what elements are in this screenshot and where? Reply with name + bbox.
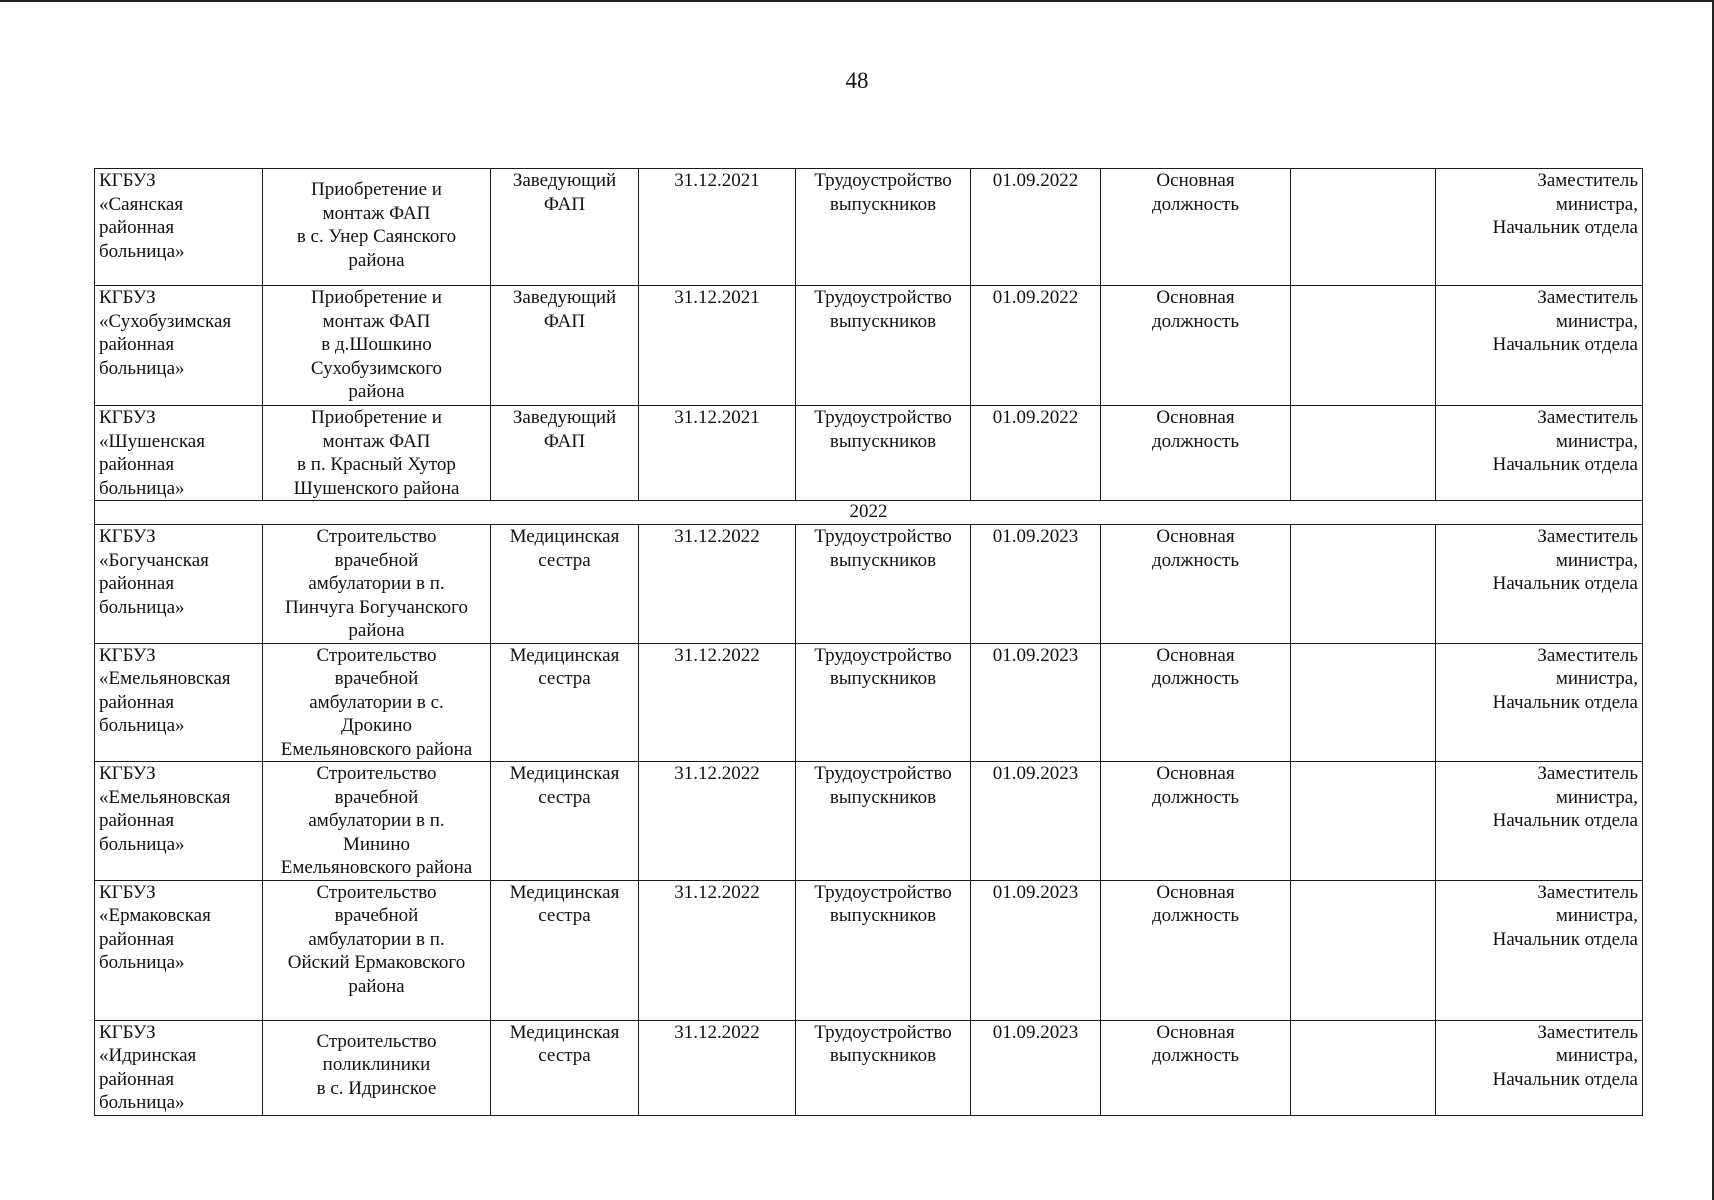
position-cell-line: сестра [538,1045,591,1066]
job-type-cell-line: Основная [1156,881,1235,903]
action-cell-line: Трудоустройство [814,763,952,784]
deadline-cell [639,880,796,1020]
organization-cell-line: «Идринская [99,1045,197,1066]
project-cell-line: Сухобузимского [310,357,443,379]
deadline-cell [639,169,796,286]
responsible-cell-line: министра, [1555,193,1638,215]
table-row [95,286,1643,406]
start-date-cell-text: 01.09.2023 [992,526,1079,547]
deadline-cell-text: 31.12.2021 [674,407,760,428]
responsible-cell-line: Заместитель [1537,526,1638,547]
deadline-cell-text: 31.12.2022 [674,1021,760,1043]
project-cell-content [267,881,486,999]
project-cell-content [267,762,486,880]
responsible-cell-line: Заместитель [1537,1021,1638,1043]
position-cell-line: Заведующий [512,170,617,191]
project-cell-line: поликлиники [322,1054,431,1075]
deadline-cell-text: 31.12.2022 [674,881,760,903]
responsible-cell-line: Начальник отдела [1492,217,1638,238]
responsible-cell [1436,880,1643,1020]
staffing-table [94,168,1643,1116]
table-row [95,762,1643,881]
action-cell-line: выпускников [829,786,937,808]
table-row [95,169,1643,286]
job-type-cell-line: должность [1151,430,1240,452]
responsible-cell-line: Начальник отдела [1492,573,1638,594]
table-row [95,525,1643,644]
job-type-cell [1101,643,1291,762]
project-cell-line: амбулатории в п. [308,573,445,594]
project-cell [263,762,491,881]
job-type-cell-line: Основная [1156,763,1235,784]
action-cell-line: выпускников [829,549,937,571]
organization-cell-line: районная [99,1068,175,1090]
action-cell-line: выпускников [829,193,937,215]
position-cell-line: Медицинская [509,881,620,903]
organization-cell-line: больница» [99,952,185,973]
start-date-cell [971,1020,1101,1115]
project-cell-content [267,644,486,762]
organization-cell-line: больница» [99,715,185,736]
job-type-cell [1101,1020,1291,1115]
responsible-cell-line: Начальник отдела [1492,454,1638,475]
responsible-cell-line: Заместитель [1537,763,1638,784]
project-cell [263,525,491,644]
project-cell-line: монтаж ФАП [322,430,431,452]
responsible-cell-line: министра, [1555,310,1638,332]
job-type-cell [1101,286,1291,406]
project-cell-line: амбулатории в п. [308,928,445,950]
deadline-cell [639,1020,796,1115]
empty-cell [1291,1020,1436,1115]
organization-cell-line: больница» [99,477,185,499]
action-cell-line: выпускников [829,430,937,452]
responsible-cell-line: министра, [1555,549,1638,571]
start-date-cell-text: 01.09.2022 [992,170,1079,191]
organization-cell-line: районная [99,334,175,355]
position-cell-line: сестра [538,549,591,571]
job-type-cell [1101,525,1291,644]
action-cell-line: выпускников [829,310,937,332]
table-row [95,1020,1643,1115]
project-cell-line: монтаж ФАП [322,310,431,332]
organization-cell [95,169,263,286]
project-cell-content [267,406,486,500]
job-type-cell-line: должность [1151,1045,1240,1066]
scan-top-edge [0,0,1714,2]
empty-cell [1291,525,1436,644]
deadline-cell [639,406,796,501]
job-type-cell-line: должность [1151,193,1240,215]
deadline-cell-text: 31.12.2022 [674,526,760,547]
organization-cell-line: КГБУЗ [99,170,156,191]
project-cell [263,643,491,762]
responsible-cell-line: Начальник отдела [1492,810,1638,831]
action-cell-line: Трудоустройство [814,881,952,903]
project-cell-content [267,169,486,272]
organization-cell-line: больница» [99,833,185,855]
organization-cell-line: КГБУЗ [99,763,156,784]
action-cell-line: Трудоустройство [814,170,952,191]
start-date-cell [971,525,1101,644]
responsible-cell-line: министра, [1555,905,1638,926]
project-cell [263,169,491,286]
project-cell-line: Строительство [316,526,437,547]
deadline-cell-text: 31.12.2022 [674,763,760,784]
position-cell-line: сестра [538,668,591,689]
project-cell-line: Строительство [316,644,437,666]
project-cell-line: Дрокино [340,715,413,736]
responsible-cell-line: министра, [1555,1045,1638,1066]
project-cell-content [267,525,486,643]
position-cell-line: ФАП [543,310,586,332]
project-cell-line: в п. Красный Хутор [297,454,456,475]
action-cell [796,1020,971,1115]
project-cell [263,406,491,501]
table-row [95,880,1643,1020]
organization-cell [95,880,263,1020]
job-type-cell [1101,762,1291,881]
responsible-cell-line: министра, [1555,430,1638,452]
empty-cell [1291,762,1436,881]
organization-cell-line: районная [99,928,175,950]
action-cell-line: Трудоустройство [814,407,952,428]
empty-cell [1291,169,1436,286]
start-date-cell-text: 01.09.2023 [992,644,1079,666]
job-type-cell-line: Основная [1156,526,1235,547]
responsible-cell-line: министра, [1555,668,1638,689]
responsible-cell [1436,643,1643,762]
job-type-cell-line: Основная [1156,644,1235,666]
job-type-cell-line: Основная [1156,407,1235,428]
table-row [95,643,1643,762]
start-date-cell [971,643,1101,762]
start-date-cell-text: 01.09.2023 [992,763,1079,784]
organization-cell-line: районная [99,217,175,238]
start-date-cell-text: 01.09.2023 [992,881,1079,903]
project-cell-content [267,1021,486,1101]
responsible-cell-line: Начальник отдела [1492,1068,1638,1090]
table-body [95,169,1643,1116]
organization-cell-line: КГБУЗ [99,644,156,666]
project-cell [263,1020,491,1115]
project-cell-line: Приобретение и [311,179,442,200]
organization-cell-line: районная [99,810,175,831]
position-cell-line: сестра [538,786,591,808]
project-cell-line: района [348,249,405,271]
position-cell [491,169,639,286]
responsible-cell [1436,525,1643,644]
start-date-cell-text: 01.09.2023 [992,1021,1079,1043]
organization-cell [95,643,263,762]
empty-cell [1291,286,1436,406]
project-cell-line: монтаж ФАП [322,202,431,224]
project-cell [263,880,491,1020]
organization-cell-line: районная [99,454,175,475]
organization-cell [95,1020,263,1115]
organization-cell-line: КГБУЗ [99,1021,156,1043]
project-cell-line: Емельяновского района [280,738,473,760]
year-divider: 2022 [95,501,1643,525]
position-cell [491,1020,639,1115]
project-cell-content [267,286,486,404]
action-cell-line: выпускников [829,1045,937,1066]
job-type-cell-line: должность [1151,786,1240,808]
action-cell-line: выпускников [829,905,937,926]
project-cell-line: врачебной [334,786,419,808]
project-cell-line: Пинчуга Богучанского [285,596,468,618]
deadline-cell [639,286,796,406]
position-cell-line: сестра [538,905,591,926]
job-type-cell-line: Основная [1156,287,1235,308]
job-type-cell-line: должность [1151,310,1240,332]
action-cell [796,525,971,644]
project-cell-line: в д.Шошкино [321,334,432,355]
responsible-cell-line: Заместитель [1537,287,1638,308]
responsible-cell-line: Начальник отдела [1492,334,1638,355]
position-cell-line: ФАП [543,193,586,215]
responsible-cell-line: Начальник отдела [1492,691,1638,713]
action-cell [796,406,971,501]
action-cell-line: выпускников [829,668,937,689]
action-cell [796,762,971,881]
deadline-cell [639,762,796,881]
project-cell-line: в с. Идринское [316,1077,437,1099]
year-divider-row [95,501,1643,525]
project-cell [263,286,491,406]
position-cell-line: Медицинская [509,763,620,784]
organization-cell-line: больница» [99,357,185,379]
empty-cell [1291,406,1436,501]
job-type-cell-line: должность [1151,668,1240,689]
job-type-cell-line: должность [1151,549,1240,571]
project-cell-line: Шушенского района [293,477,460,499]
position-cell-line: Медицинская [509,526,620,547]
start-date-cell [971,286,1101,406]
job-type-cell-line: Основная [1156,1021,1235,1043]
position-cell-line: Медицинская [509,1021,620,1043]
project-cell-line: Приобретение и [311,407,442,428]
action-cell [796,286,971,406]
job-type-cell-line: должность [1151,905,1240,926]
organization-cell-line: «Саянская [99,193,184,215]
deadline-cell-text: 31.12.2021 [674,170,760,191]
position-cell [491,880,639,1020]
action-cell-line: Трудоустройство [814,644,952,666]
project-cell-line: амбулатории в п. [308,810,445,831]
project-cell-line: Ойский Ермаковского [287,952,466,973]
responsible-cell-line: Заместитель [1537,644,1638,666]
responsible-cell-line: Заместитель [1537,881,1638,903]
responsible-cell [1436,406,1643,501]
empty-cell [1291,880,1436,1020]
position-cell [491,525,639,644]
position-cell [491,762,639,881]
position-cell-line: ФАП [543,430,586,452]
page-number: 48 [845,68,869,93]
start-date-cell [971,406,1101,501]
responsible-cell-line: Начальник отдела [1492,928,1638,950]
organization-cell-line: районная [99,573,175,594]
project-cell-line: Емельяновского района [280,857,473,878]
responsible-cell-line: Заместитель [1537,407,1638,428]
organization-cell-line: «Шушенская [99,430,205,452]
action-cell [796,643,971,762]
organization-cell-line: больница» [99,240,185,262]
organization-cell-line: «Емельяновская [99,668,231,689]
organization-cell-line: районная [99,691,175,713]
action-cell [796,169,971,286]
organization-cell [95,406,263,501]
start-date-cell [971,762,1101,881]
organization-cell-line: КГБУЗ [99,526,156,547]
organization-cell-line: КГБУЗ [99,881,156,903]
job-type-cell [1101,880,1291,1020]
action-cell-line: Трудоустройство [814,526,952,547]
project-cell-line: Минино [342,833,411,855]
start-date-cell-text: 01.09.2022 [992,287,1079,308]
start-date-cell [971,880,1101,1020]
deadline-cell [639,525,796,644]
position-cell [491,286,639,406]
project-cell-line: района [348,620,405,641]
empty-cell [1291,643,1436,762]
position-cell [491,406,639,501]
project-cell-line: района [348,381,405,402]
project-cell-line: врачебной [334,549,419,571]
responsible-cell [1436,1020,1643,1115]
deadline-cell-text: 31.12.2021 [674,287,760,308]
project-cell-line: в с. Унер Саянского [296,226,457,247]
organization-cell-line: «Ермаковская [99,905,211,926]
organization-cell-line: КГБУЗ [99,287,156,308]
responsible-cell [1436,286,1643,406]
organization-cell [95,525,263,644]
project-cell-line: врачебной [334,905,419,926]
job-type-cell-line: Основная [1156,170,1235,191]
position-cell-line: Медицинская [509,644,620,666]
action-cell-line: Трудоустройство [814,287,952,308]
deadline-cell-text: 31.12.2022 [674,644,760,666]
project-cell-line: Строительство [316,1030,437,1052]
start-date-cell [971,169,1101,286]
deadline-cell [639,643,796,762]
start-date-cell-text: 01.09.2022 [992,407,1079,428]
responsible-cell [1436,762,1643,881]
project-cell-line: района [348,975,405,997]
organization-cell [95,762,263,881]
organization-cell-line: «Емельяновская [99,786,231,808]
responsible-cell [1436,169,1643,286]
position-cell [491,643,639,762]
organization-cell-line: «Сухобузимская [99,310,232,332]
job-type-cell [1101,406,1291,501]
project-cell-line: амбулатории в с. [309,691,444,713]
organization-cell-line: КГБУЗ [99,407,156,428]
position-cell-line: Заведующий [512,407,617,428]
project-cell-line: Строительство [316,881,437,903]
project-cell-line: Приобретение и [311,287,442,308]
organization-cell-line: больница» [99,1092,185,1113]
organization-cell [95,286,263,406]
organization-cell-line: «Богучанская [99,549,209,571]
responsible-cell-line: министра, [1555,786,1638,808]
responsible-cell-line: Заместитель [1537,170,1638,191]
organization-cell-line: больница» [99,596,185,618]
table-row [95,406,1643,501]
job-type-cell [1101,169,1291,286]
project-cell-line: врачебной [334,668,419,689]
position-cell-line: Заведующий [512,287,617,308]
project-cell-line: Строительство [316,763,437,784]
action-cell-line: Трудоустройство [814,1021,952,1043]
action-cell [796,880,971,1020]
